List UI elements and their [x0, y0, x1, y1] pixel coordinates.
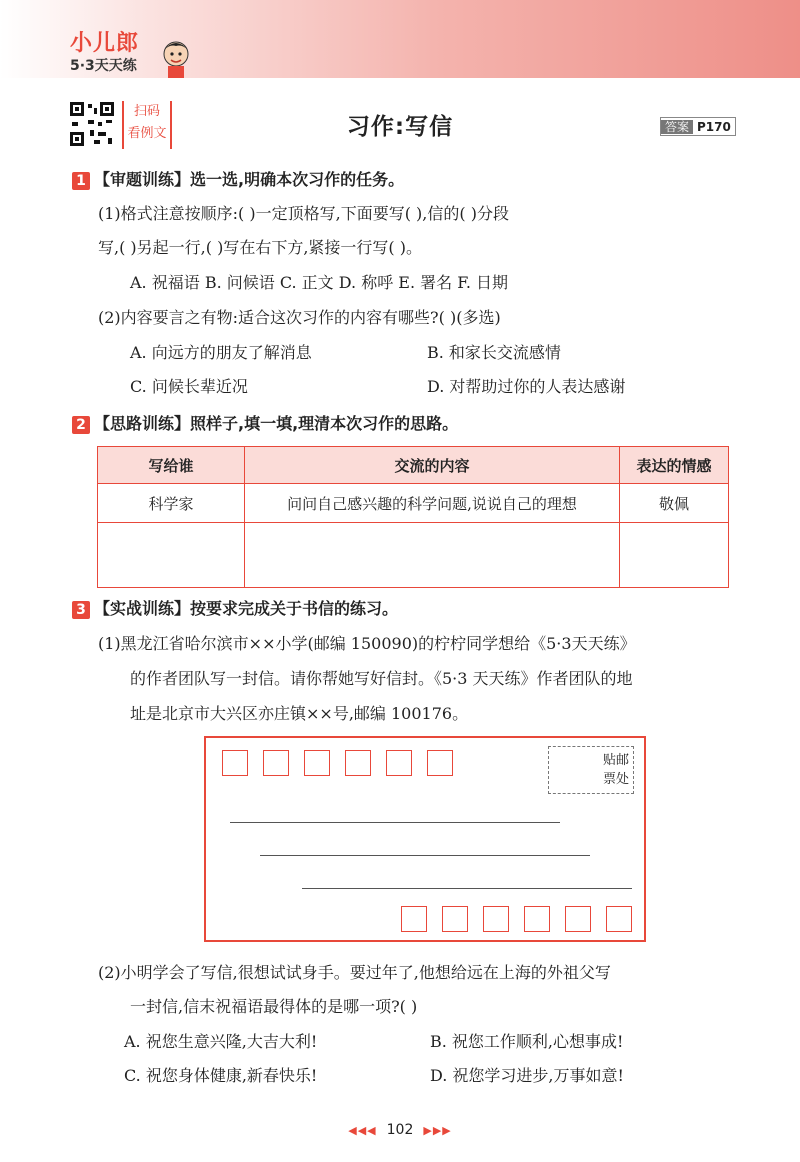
sender-postcode-box[interactable] [386, 750, 412, 776]
q1-line-2: 写,( )另起一行,( )写在右下方,紧接一行写( )。 [98, 238, 422, 257]
scan-label-line-1: 扫码 [133, 104, 160, 119]
q1-line-1: (1)格式注意按顺序:( )一定顶格写,下面要写( ),信的( )分段 [98, 204, 509, 223]
section-1-title: 【审题训练】选一选,明确本次习作的任务。 [94, 170, 405, 189]
table-header-feeling: 表达的情感 [620, 447, 729, 484]
p2-line-2: 一封信,信末祝福语最得体的是哪一项?( ) [130, 997, 418, 1016]
page-number: 102 [386, 1122, 414, 1138]
answer-page: P170 [697, 120, 731, 134]
address-line-3[interactable] [302, 888, 632, 889]
stamp-label-line-2: 票处 [602, 772, 629, 787]
table-header-row [98, 447, 729, 484]
stamp-label [603, 751, 629, 789]
table-cell-who-blank[interactable] [98, 523, 245, 588]
q1-options: A. 祝福语 B. 问候语 C. 正文 D. 称呼 E. 署名 F. 日期 [130, 273, 508, 292]
section-1-heading [72, 167, 404, 190]
series-name: 5·3天天练 [70, 58, 137, 74]
page-footer [0, 1122, 800, 1138]
section-2-number: 2 [72, 416, 90, 434]
page-title: 习作:写信 [346, 114, 454, 140]
p1-line-1: (1)黑龙江省哈尔滨市××小学(邮编 150090)的柠柠同学想给《5·3天天练》 [98, 634, 636, 653]
stamp-area [548, 746, 634, 794]
p1-line-2: 的作者团队写一封信。请你帮她写好信封。《5·3 天天练》作者团队的地 [130, 669, 633, 688]
stamp-label-line-1: 贴邮 [602, 753, 629, 768]
p2-line-1: (2)小明学会了写信,很想试试身手。要过年了,他想给远在上海的外祖父写 [98, 963, 611, 982]
p2-option-a: A. 祝您生意兴隆,大吉大利! [124, 1032, 318, 1051]
envelope [204, 736, 646, 942]
address-line-1[interactable] [230, 822, 560, 823]
q2-option-a: A. 向远方的朋友了解消息 [130, 343, 312, 362]
section-2-heading [72, 411, 458, 434]
q2-stem: (2)内容要言之有物:适合这次习作的内容有哪些?( )(多选) [98, 308, 501, 327]
mascot-icon [158, 38, 194, 78]
p2-option-b: B. 祝您工作顺利,心想事成! [430, 1032, 624, 1051]
sender-postcode-box[interactable] [304, 750, 330, 776]
section-3-heading [72, 596, 398, 619]
prev-arrows-icon: ◀◀◀ [348, 1124, 377, 1137]
address-line-2[interactable] [260, 855, 590, 856]
p1-line-3: 址是北京市大兴区亦庄镇××号,邮编 100176。 [130, 704, 469, 723]
sender-postcode-box[interactable] [442, 906, 468, 932]
sender-postcode-box[interactable] [222, 750, 248, 776]
sender-postcode-box[interactable] [401, 906, 427, 932]
table-header-who: 写给谁 [98, 447, 245, 484]
sender-postcode-box[interactable] [427, 750, 453, 776]
next-arrows-icon: ▶▶▶ [423, 1124, 452, 1137]
section-1-number: 1 [72, 172, 90, 190]
sender-postcode-box[interactable] [263, 750, 289, 776]
sender-postcode-box[interactable] [483, 906, 509, 932]
thinking-table [97, 446, 729, 588]
table-row [98, 484, 729, 523]
table-cell-content-blank[interactable] [245, 523, 620, 588]
sender-postcode-box[interactable] [565, 906, 591, 932]
sender-postcode-box[interactable] [345, 750, 371, 776]
sender-postcode-box[interactable] [524, 906, 550, 932]
sender-postcode-box[interactable] [606, 906, 632, 932]
p2-option-c: C. 祝您身体健康,新春快乐! [124, 1066, 318, 1085]
answer-reference [660, 117, 736, 136]
table-header-content: 交流的内容 [245, 447, 620, 484]
section-3-title: 【实战训练】按要求完成关于书信的练习。 [94, 599, 399, 618]
brand-logo [70, 26, 139, 75]
table-row [98, 523, 729, 588]
table-cell-who: 科学家 [98, 484, 245, 523]
section-3-number: 3 [72, 601, 90, 619]
table-cell-feeling-blank[interactable] [620, 523, 729, 588]
table-cell-content: 问问自己感兴趣的科学问题,说说自己的理想 [245, 484, 620, 523]
q2-option-b: B. 和家长交流感情 [427, 343, 561, 362]
q2-option-d: D. 对帮助过你的人表达感谢 [427, 377, 626, 396]
q2-option-c: C. 问候长辈近况 [130, 377, 248, 396]
p2-option-d: D. 祝您学习进步,万事如意! [430, 1066, 624, 1085]
scan-label-line-2: 看例文 [127, 126, 167, 141]
section-2-title: 【思路训练】照样子,填一填,理清本次习作的思路。 [94, 414, 459, 433]
table-cell-feeling: 敬佩 [620, 484, 729, 523]
answer-label: 答案 [661, 120, 693, 134]
brand-name: 小儿郎 [70, 31, 140, 56]
